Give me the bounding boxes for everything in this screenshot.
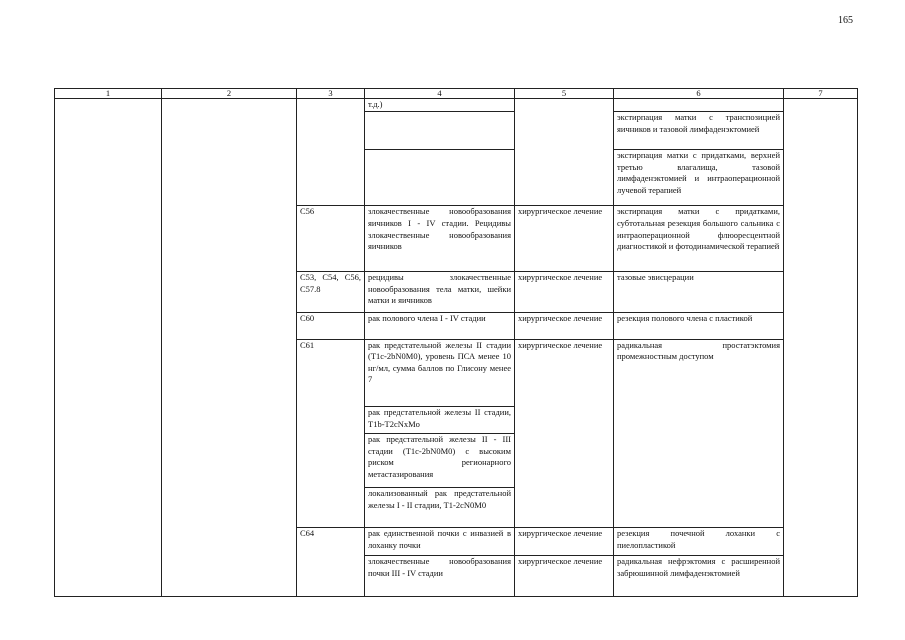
method-cell: резекция полового члена с пластикой (614, 313, 784, 340)
page-number: 165 (838, 15, 853, 26)
code-cell: C64 (297, 528, 365, 597)
diagnosis-cell: злокачественные новообразования почки III - IV стадии (365, 555, 515, 596)
code-cell: C61 (297, 339, 365, 528)
treatment-type-cell (515, 99, 614, 206)
method-cell: радикальная нефрэктомия с расширенной забрюшинной лимфаденэктомией (614, 555, 784, 596)
method-cell: экстирпация матки с придатками, субтотальная резекция большого сальника с интраоперационной флюоресцентной диагностикой и фотодинамической терапией (614, 206, 784, 272)
code-cell (297, 99, 365, 206)
treatment-type-cell: хирургическое лечение (515, 272, 614, 313)
treatment-type-cell: хирургическое лечение (515, 339, 614, 528)
diagnosis-cell (365, 150, 515, 206)
code-cell: C60 (297, 313, 365, 340)
diagnosis-cell: рак полового члена I - IV стадии (365, 313, 515, 340)
method-cell: радикальная простатэктомия промежностным доступом (614, 339, 784, 528)
treatment-type-cell: хирургическое лечение (515, 313, 614, 340)
diagnosis-cell: рак предстательной железы II стадии, T1b-T2cNxMo (365, 407, 515, 434)
diagnosis-cell: локализованный рак предстательной железы I - II стадии, T1-2cN0M0 (365, 488, 515, 528)
diagnosis-cell (365, 112, 515, 150)
medical-procedures-table (54, 88, 858, 597)
column-7-cell (784, 99, 858, 597)
method-cell: экстирпация матки с придатками, верхней третью влагалища, тазовой лимфаденэктомией и интраоперационной лучевой терапией (614, 150, 784, 206)
column-header-4: 4 (365, 89, 515, 99)
treatment-type-cell: хирургическое лечение (515, 528, 614, 556)
column-header-6: 6 (614, 89, 784, 99)
diagnosis-cell: рак предстательной железы II - III стадии (T1c-2bN0M0) с высоким риском регионарного метастазирования (365, 433, 515, 487)
column-header-1: 1 (55, 89, 162, 99)
column-header-2: 2 (162, 89, 297, 99)
column-1-cell (55, 99, 162, 597)
method-cell: тазовые эвисцерации (614, 272, 784, 313)
table-header-row (55, 89, 858, 99)
diagnosis-cell: рак единственной почки с инвазией в лоханку почки (365, 528, 515, 556)
method-cell: экстирпация матки с транспозицией яичников и тазовой лимфаденэктомией (614, 112, 784, 150)
table-row (55, 99, 858, 112)
column-2-cell (162, 99, 297, 597)
diagnosis-cell: рак предстательной железы II стадии (T1c-2bN0M0), уровень ПСА менее 10 нг/мл, сумма баллов по Глисону менее 7 (365, 339, 515, 407)
method-cell: резекция почечной лоханки с пиелопластикой (614, 528, 784, 556)
treatment-type-cell: хирургическое лечение (515, 206, 614, 272)
code-cell: C56 (297, 206, 365, 272)
column-header-5: 5 (515, 89, 614, 99)
column-header-3: 3 (297, 89, 365, 99)
diagnosis-cell: рецидивы злокачественные новообразования тела матки, шейки матки и яичников (365, 272, 515, 313)
method-cell (614, 99, 784, 112)
diagnosis-cell: злокачественные новообразования яичников I - IV стадии. Рецидивы злокачественные новообразования яичников (365, 206, 515, 272)
treatment-type-cell: хирургическое лечение (515, 555, 614, 596)
code-cell: C53, C54, C56, C57.8 (297, 272, 365, 313)
diagnosis-cell: т.д.) (365, 99, 515, 112)
column-header-7: 7 (784, 89, 858, 99)
